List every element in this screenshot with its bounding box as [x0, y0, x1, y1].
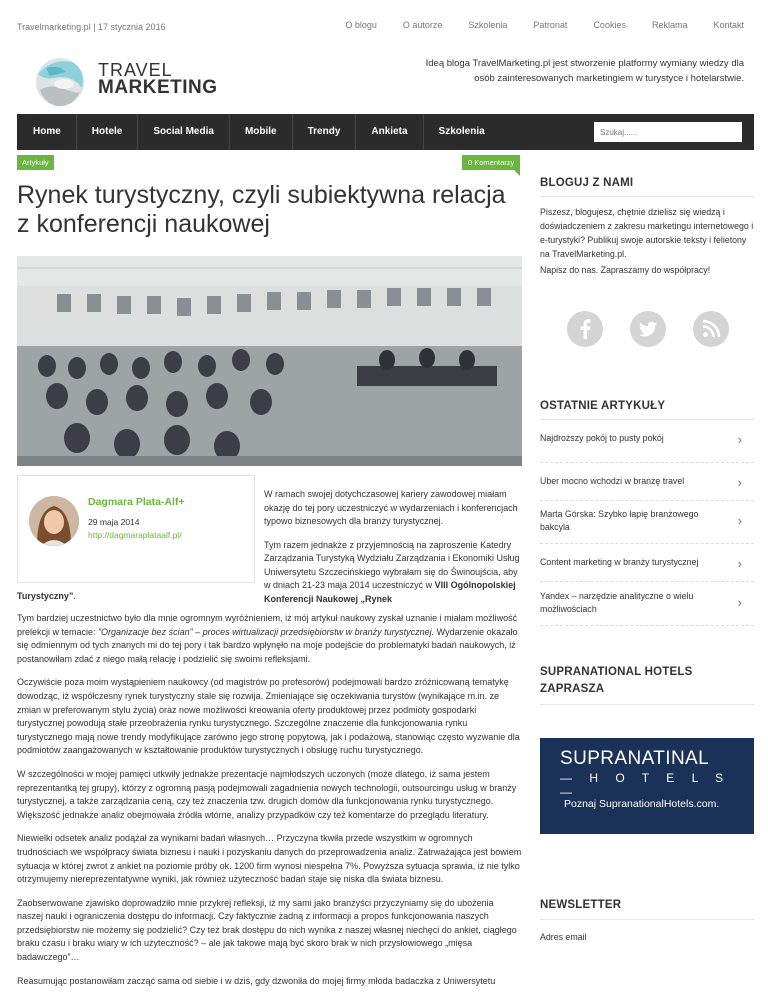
body-paragraph-6: Reasumując postanowiłam zacząć sama od siebie i w dziś, gdy dzwoniła do mojej firmy młoda badaczka z Uniwersytetu — [17, 975, 496, 986]
chevron-right-icon: › — [737, 556, 742, 571]
nav-ankieta[interactable]: Ankieta — [356, 114, 423, 150]
author-avatar-illustration — [29, 496, 79, 546]
top-link-kontakt[interactable]: Kontakt — [713, 20, 744, 30]
recent-article-5[interactable] — [540, 590, 742, 616]
twitter-glyph-icon — [630, 311, 666, 347]
rss-glyph-icon — [693, 311, 729, 347]
blog-with-us-cta: Napisz do nas. Zapraszamy do współpracy! — [540, 265, 711, 275]
nav-szkolenia[interactable]: Szkolenia — [438, 126, 485, 137]
recent-separator — [540, 581, 754, 582]
newsletter-heading: NEWSLETTER — [540, 899, 622, 911]
globe-logo-icon — [32, 54, 88, 110]
top-bar — [0, 0, 768, 44]
recent-heading-divider — [540, 419, 754, 420]
twitter-icon[interactable] — [630, 311, 666, 347]
comments-badge[interactable]: 0 Komentarzy — [462, 155, 520, 170]
top-link-o-blogu[interactable]: O blogu — [345, 20, 377, 30]
author-website-link[interactable]: http://dagmaraplataalf.pl/ — [88, 530, 182, 540]
recent-article-2-title: Uber mocno wchodzi w branżę travel — [540, 476, 685, 486]
nav-mobile[interactable]: Mobile — [230, 114, 293, 150]
body-p1-b: Wydarzenie okazało się odmiennym od tych znanych mi do tej pory i tak bardzo wpłynęło na moje podejście do problematyki badań naukowych, iż postanowiłam zdać z niego małą relację i podzielić się swoimi refleksjami. — [17, 626, 518, 664]
article-body — [17, 612, 522, 994]
body-p1-em: ”Organizacje bez ścian” – proces wirtualizacji przedsiębiorstw w branży turystycznej. — [98, 626, 435, 637]
intro-paragraph-1: W ramach swojej dotychczasowej kariery zawodowej miałam okazję do tej pory uczestniczyć w wydarzeniach i konferencjach typowo biznesowych dla branży turystycznej. — [264, 489, 518, 526]
body-p1-a: Tym bardziej uczestnictwo było dla mnie ogromnym wyróżnieniem, iż mój artykuł naukowy zyskał uznanie i miałam możliwość prelekcji w temacie: — [17, 613, 518, 637]
conference-photo — [17, 256, 522, 466]
site-logo[interactable] — [32, 54, 232, 110]
intro-text: Tym razem jednakże z przyjemnością na zaproszenie Katedry Zarządzania Turystyką Wydziału Zarządzania i Ekonomiki Usług Uniwersytetu Szczecińskiego wybrałam się do Świnoujścia, aby w dniach 21-23 maja 2014 uczestniczyć w — [264, 539, 520, 590]
hotels-heading: SUPRANATIONAL HOTELS ZAPRASZA — [540, 666, 693, 695]
intro-tail-text: Turystyczny” — [17, 591, 74, 601]
body-paragraph-3: W szczególności w mojej pamięci utkwiły jednakże prezentacje najmłodszych uczonych (może dlatego, iż sama jestem reprezentantką tej grupy), którzy z ogromną pasją podejmowali zagadnienia nowych technologii, outsourcingu usług w branży turystycznej, a także zarządzania ceną, czy też znaczenia tzw. drugich domów dla funkcjonowania rynku turystycznego. Większość jednakże analiz obejmowała źródła wtórne, analizy przypadków czy też komentarze do przeglądu literatury. — [17, 768, 517, 820]
recent-separator — [540, 462, 754, 463]
recent-separator — [540, 625, 754, 626]
rss-icon[interactable] — [693, 311, 729, 347]
nav-hotele[interactable]: Hotele — [77, 114, 139, 150]
hotels-heading-divider — [540, 704, 754, 705]
article-intro — [264, 488, 526, 616]
intro-paragraph-2 — [264, 539, 526, 607]
facebook-glyph-icon — [567, 311, 603, 347]
recent-separator — [540, 500, 754, 501]
body-paragraph-4: Niewielki odsetek analiz podążał za wynikami badań własnych… Przyczyna tkwiła przede wszystkim w ogromnych trudnościach we współpracy świata biznesu i nauki i pozyskaniu danych do przeprowadzenia analiz. Zatrważająca jest bowiem sytuacja w której zwrot z ankiet na poziomie próby ok. 1200 firm wynosi niespełna 7%. Powyższa sytuacja sprawia, iż nie tylko otrzymujemy niereprezentatywne wyniki, jak również użyteczność badań staje się niska dla świata biznesu. — [17, 833, 522, 885]
author-avatar — [29, 496, 79, 546]
recent-article-1-title: Najdroższy pokój to pusty pokój — [540, 433, 664, 443]
chevron-right-icon: › — [737, 513, 742, 528]
recent-article-3-title: Marta Górska: Szybko łapię branżowego bakcyla — [540, 509, 699, 532]
recent-article-1[interactable] — [540, 432, 754, 448]
body-paragraph-2: Oczywiście poza moim wystąpieniem naukowcy (od magistrów po profesorów) podejmowali bardzo zróżnicowaną tematykę dowodząc, iż współczesny rynek turystyczny stale się rozwija. Zmieniające się oczekiwania turystów (wynikające m.in. ze zmian w preferowanym stylu życia) oraz nowe możliwości kreowania oferty produktowej przez podmioty gospodarki turystycznej powodują stałe przeobrażenia rynku turystycznego. Szczególne znaczenie dla funkcjonowania rynku turystycznego mają nowe trendy modyfikujące zarówno jego stronę popytową, jak i podażową, stanowiąc często wyzwanie dla podmiotów zaangażowanych w kształtowanie produktów turystycznych i obsługę ruchu turystycznego. — [17, 677, 520, 756]
site-date: Travelmarketing.pl | 17 stycznia 2016 — [17, 22, 166, 32]
site-tagline: Ideą bloga TravelMarketing.pl jest stworzenie platformy wymiany wiedzy dla osób zainteresowanych marketingiem w turystyce i hotelarstwie. — [425, 58, 744, 84]
nav-trendy[interactable]: Trendy — [293, 114, 357, 150]
conference-photo-illustration — [17, 256, 522, 466]
main-nav — [17, 114, 754, 150]
logo-word-marketing: MARKETING — [98, 77, 218, 98]
author-name[interactable]: Dagmara Plata-Alf+ — [88, 496, 185, 508]
newsletter-email-label: Adres email — [540, 932, 587, 942]
recent-article-3[interactable] — [540, 508, 742, 534]
newsletter-divider — [540, 919, 754, 920]
ad-brand-part2: NAL — [670, 748, 710, 769]
ad-cta: Poznaj SupranationalHotels.com. — [564, 798, 720, 810]
facebook-icon[interactable] — [567, 311, 603, 347]
category-badge[interactable]: Artykuły — [17, 155, 54, 170]
intro-bold-conference: VIII Ogólnopolskiej Konferencji Naukowej „Rynek — [264, 580, 516, 604]
ad-brand — [560, 748, 709, 770]
search-input[interactable] — [594, 122, 742, 142]
top-links — [319, 20, 744, 30]
ad-brand-part1: SUPRANATI — [560, 748, 671, 769]
body-paragraph-1 — [17, 612, 522, 666]
supranational-hotels-ad[interactable] — [540, 738, 754, 834]
top-link-o-autorze[interactable]: O autorze — [402, 20, 443, 30]
recent-article-5-title: Yandex – narzędzie analityczne o wielu możliwościach — [540, 591, 694, 614]
article-title: Rynek turystyczny, czyli subiektywna relacja z konferencji naukowej — [17, 181, 506, 238]
nav-home[interactable]: Home — [17, 114, 77, 150]
recent-article-4[interactable] — [540, 556, 754, 572]
top-link-szkolenia[interactable]: Szkolenia — [468, 20, 508, 30]
nav-social-media[interactable]: Social Media — [138, 114, 230, 150]
chevron-right-icon: › — [737, 475, 742, 490]
body-paragraph-5: Zaobserwowane zjawisko doprowadziło mnie przykrej refleksji, iż my sami jako branżyści przyczyniamy się do ubożenia naszej nauki i ograniczenia dostępu do informacji. Czy faktycznie żadną z informacji a propos funkcjonowania naszych przedsiębiorstw nie możemy się podzielić? Czy też brak dostępu do nich wynika z naszej własnej niechęci do ankiet, ciągłego braku czasu i braku wiary w ich użyteczność? – ale jak takowe mają być skoro brak w nich przysłowiowego „mięsa badawczego”… — [17, 897, 517, 963]
top-link-reklama[interactable]: Reklama — [651, 20, 688, 30]
blog-with-us-text: Piszesz, blogujesz, chętnie dzielisz się wiedzą i doświadczeniem z zakresu marketingu internetowego i e-turystyki? Publikuj swoje autorskie teksty i felietony na TravelMarketing.pl. — [540, 207, 754, 259]
chevron-right-icon: › — [737, 595, 742, 610]
logo-word-travel: TRAVEL — [98, 60, 173, 80]
recent-separator — [540, 543, 754, 544]
top-link-cookies[interactable]: Cookies — [593, 20, 626, 30]
recent-article-4-title: Content marketing w branży turystycznej — [540, 557, 699, 567]
recent-article-2[interactable] — [540, 475, 754, 491]
author-date: 29 maja 2014 — [88, 517, 140, 527]
blog-heading-divider — [540, 196, 754, 197]
top-link-patronat[interactable]: Patronat — [533, 20, 568, 30]
author-box — [17, 475, 255, 583]
chevron-right-icon: › — [737, 432, 742, 447]
blog-with-us-heading: BLOGUJ Z NAMI — [540, 177, 634, 189]
intro-tail-dot: . — [73, 591, 76, 601]
recent-articles-heading: OSTATNIE ARTYKUŁY — [540, 400, 666, 412]
intro-tail — [17, 591, 76, 601]
ad-hotels: — H O T E L S — — [560, 771, 731, 799]
